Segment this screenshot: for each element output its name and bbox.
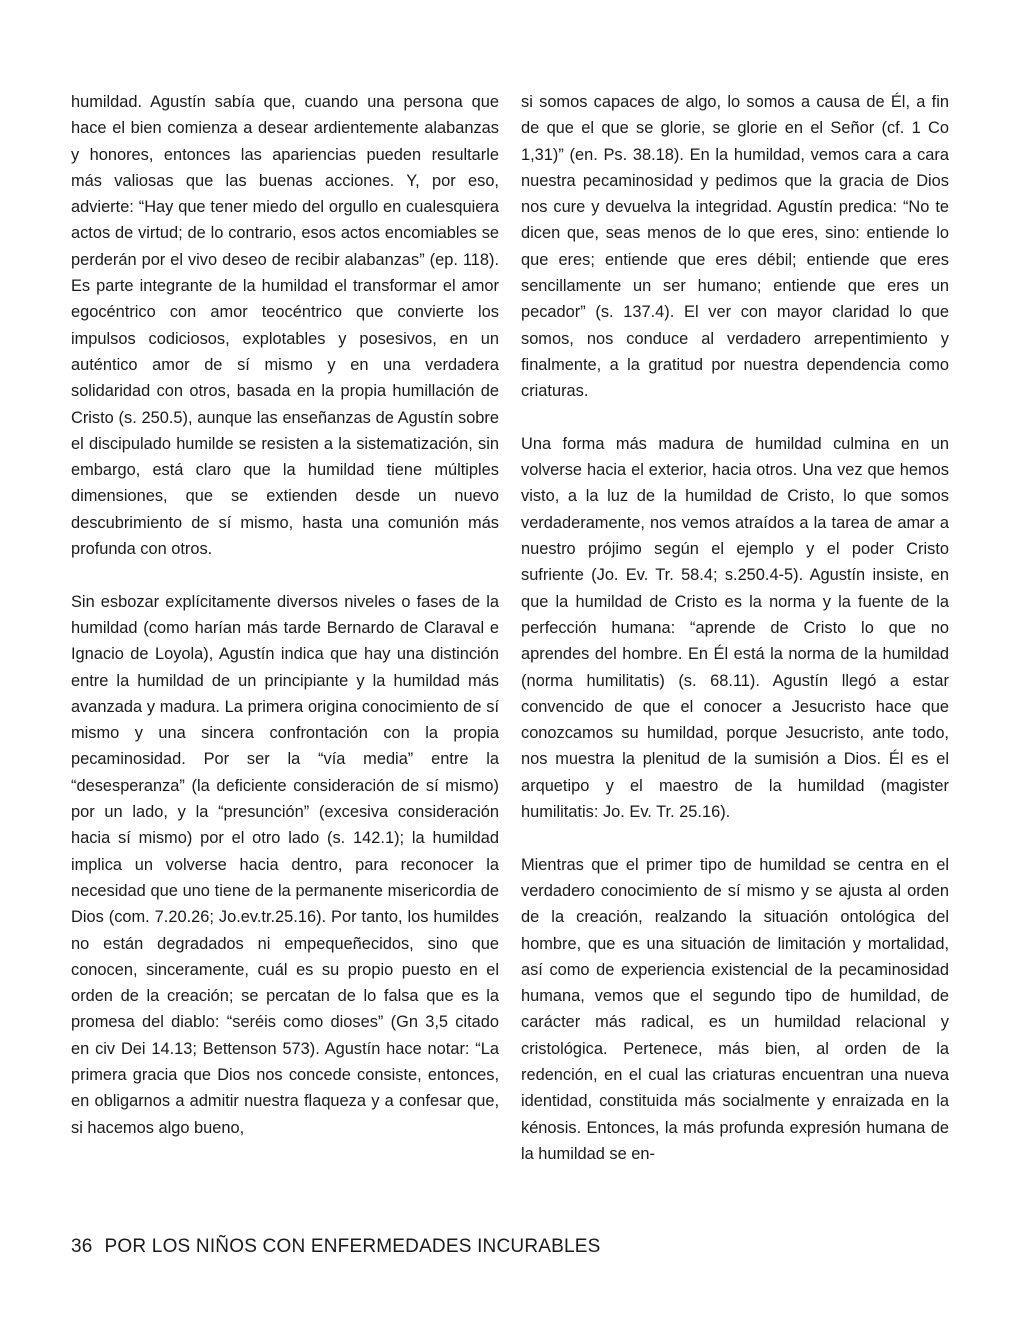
left-paragraph-1: humildad. Agustín sabía que, cuando una persona que hace el bien comienza a desear ardientemente alabanzas y honores, entonces las apariencias pueden resultarle más valiosas que las buenas acciones. Y, por eso, advierte: “Hay que tener miedo del orgullo en cualesquiera actos de virtud; de lo contrario, esos actos encomiables se perderán por el vivo deseo de recibir alabanzas” (ep. 118). Es parte integrante de la humildad el transformar el amor egocéntrico con amor teocéntrico que convierte los impulsos codiciosos, explotables y posesivos, en un auténtico amor de sí mismo y en una verdadera solidaridad con otros, basada en la propia humillación de Cristo (s. 250.5), aunque las enseñanzas de Agustín sobre el discipulado humilde se resisten a la sistematización, sin embargo, está claro que la humildad tiene múltiples dimensiones, que se extienden desde un nuevo descubrimiento de sí mismo, hasta una comunión más profunda con otros.	[71, 93, 499, 559]
right-text-column	[521, 89, 949, 1167]
right-paragraph-1: si somos capaces de algo, lo somos a causa de Él, a fin de que el que se glorie, se glorie en el Señor (cf. 1 Co 1,31)” (en. Ps. 38.18). En la humildad, vemos cara a cara nuestra pecaminosidad y pedimos que la gracia de Dios nos cure y devuelva la integridad. Agustín predica: “No te dicen que, seas menos de lo que eres, sino: entiende lo que eres; entiende que eres débil; entiende que eres sencillamente un ser humano; entiende que eres un pecador” (s. 137.4). El ver con mayor claridad lo que somos, nos conduce al verdadero arrepentimiento y finalmente, a la gratitud por nuestra dependencia como criaturas.	[521, 93, 949, 401]
right-paragraph-2: Una forma más madura de humildad culmina en un volverse hacia el exterior, hacia otros. Una vez que hemos visto, a la luz de la humildad de Cristo, lo que somos verdaderamente, nos vemos atraídos a la tarea de amar a nuestro prójimo según el ejemplo y el poder Cristo sufriente (Jo. Ev. Tr. 58.4; s.250.4-5). Agustín insiste, en que la humildad de Cristo es la norma y la fuente de la perfección humana: “aprende de Cristo lo que no aprendes del hombre. En Él está la norma de la humildad (norma humilitatis) (s. 68.11). Agustín llegó a estar convencido de que el conocer a Jesucristo hace que conozcamos su humildad, porque Jesucristo, ante todo, nos muestra la plenitud de la sumisión a Dios. Él es el arquetipo y el maestro de la humildad (magister humilitatis: Jo. Ev. Tr. 25.16).	[521, 434, 949, 822]
running-title: POR LOS NIÑOS CON ENFERMEDADES INCURABLES	[104, 1236, 601, 1257]
left-paragraph-2: Sin esbozar explícitamente diversos niveles o fases de la humildad (como harían más tarde Bernardo de Claraval e Ignacio de Loyola), Agustín indica que hay una distinción entre la humildad de un principiante y la humildad más avanzada y madura. La primera origina conocimiento de sí mismo y una sincera confrontación con la propia pecaminosidad. Por ser la “vía media” entre la “desesperanza” (la deficiente consideración de sí mismo) por un lado, y la “presunción” (excesiva consideración hacia sí mismo) por el otro lado (s. 142.1); la humildad implica un volverse hacia dentro, para reconocer la necesidad que uno tiene de la permanente misericordia de Dios (com. 7.20.26; Jo.ev.tr.25.16). Por tanto, los humildes no están degradados ni empequeñecidos, sino que conocen, sinceramente, cuál es su propio puesto en el orden de la creación; se percatan de lo falsa que es la promesa del diablo: “seréis como dioses” (Gn 3,5 citado en civ Dei 14.13; Bettenson 573). Agustín hace notar: “La primera gracia que Dios nos concede consiste, entonces, en obligarnos a admitir nuestra flaqueza y a confesar que, si hacemos algo bueno,	[71, 592, 499, 1137]
page-footer	[71, 1236, 601, 1258]
page-number: 36	[71, 1236, 93, 1257]
left-text-column	[71, 89, 499, 1141]
right-paragraph-3: Mientras que el primer tipo de humildad se centra en el verdadero conocimiento de sí mismo y se ajusta al orden de la creación, realzando la situación ontológica del hombre, que es una situación de limitación y mortalidad, así como de experiencia existencial de la pecaminosidad humana, vemos que el segundo tipo de humildad, de carácter más radical, es un humildad relacional y cristológica. Pertenece, más bien, al orden de la redención, en el cual las criaturas encuentran una nueva identidad, constituida más socialmente y enraizada en la kénosis. Entonces, la más profunda expresión humana de la humildad se en-	[521, 855, 949, 1163]
